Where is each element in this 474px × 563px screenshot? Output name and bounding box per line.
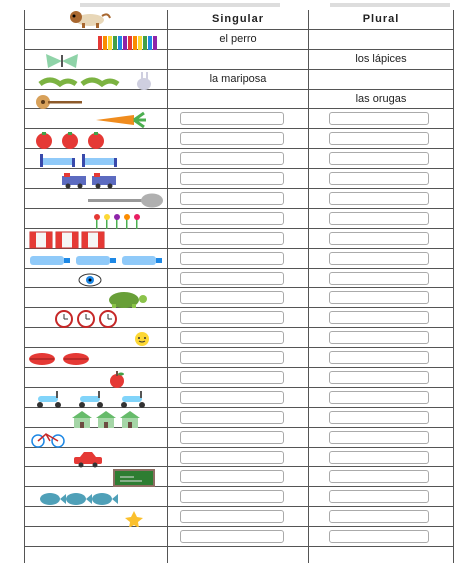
singular-answer-input[interactable] xyxy=(180,311,284,324)
top-strip xyxy=(0,0,474,10)
picture-cell xyxy=(24,408,167,427)
bicycle-icon xyxy=(30,430,66,446)
table-row xyxy=(24,408,454,428)
picture-cell xyxy=(24,388,167,407)
singular-cell xyxy=(168,209,308,228)
table-row xyxy=(24,487,454,507)
fishes-icon xyxy=(38,489,128,505)
singular-answer-input[interactable] xyxy=(180,232,284,245)
plural-answer-input[interactable] xyxy=(329,470,429,483)
plural-answer-input[interactable] xyxy=(329,212,429,225)
plural-answer-input[interactable] xyxy=(329,331,429,344)
singular-cell xyxy=(168,169,308,188)
plural-cell xyxy=(309,288,453,307)
singular-cell xyxy=(168,10,308,29)
star-icon xyxy=(122,509,146,525)
singular-cell xyxy=(168,90,308,109)
singular-cell xyxy=(168,527,308,546)
plural-cell xyxy=(309,30,453,49)
singular-cell xyxy=(168,70,308,89)
clocks-icon xyxy=(54,310,124,326)
plural-cell xyxy=(309,487,453,506)
plural-answer-input[interactable] xyxy=(329,510,429,523)
plural-answer-input[interactable] xyxy=(329,530,429,543)
plural-cell xyxy=(309,169,453,188)
plural-answer-input[interactable] xyxy=(329,192,429,205)
singular-cell xyxy=(168,487,308,506)
picture-cell xyxy=(24,10,167,29)
plural-answer-input[interactable] xyxy=(329,451,429,464)
singular-answer-input[interactable] xyxy=(180,212,284,225)
picture-cell xyxy=(24,229,167,248)
table-row xyxy=(24,169,454,189)
given-answer: las orugas xyxy=(355,92,407,105)
given-answer: la mariposa xyxy=(209,72,267,85)
picture-cell xyxy=(24,368,167,387)
plural-header: Plural xyxy=(362,13,400,25)
curtains-icon xyxy=(28,231,108,247)
singular-cell xyxy=(168,388,308,407)
picture-cell xyxy=(24,507,167,526)
table-row xyxy=(24,70,454,90)
pencils-icon xyxy=(98,32,158,48)
singular-answer-input[interactable] xyxy=(180,192,284,205)
picture-cell xyxy=(24,448,167,467)
tomatoes-icon xyxy=(34,131,108,147)
plural-answer-input[interactable] xyxy=(329,411,429,424)
table-row xyxy=(24,288,454,308)
carrot-icon xyxy=(94,111,150,127)
car-icon xyxy=(70,450,106,466)
guitar-icon xyxy=(34,92,84,108)
plural-cell xyxy=(309,189,453,208)
plural-cell xyxy=(309,308,453,327)
turtle-icon xyxy=(102,290,152,306)
singular-cell xyxy=(168,507,308,526)
picture-cell xyxy=(24,428,167,447)
picture-cell xyxy=(24,209,167,228)
singular-answer-input[interactable] xyxy=(180,530,284,543)
singular-answer-input[interactable] xyxy=(180,112,284,125)
picture-cell xyxy=(24,169,167,188)
plural-cell xyxy=(309,269,453,288)
table-row xyxy=(24,109,454,129)
table-row xyxy=(24,467,454,487)
given-answer: el perro xyxy=(219,32,257,45)
table-row xyxy=(24,507,454,527)
plural-cell xyxy=(309,328,453,347)
singular-answer-input[interactable] xyxy=(180,451,284,464)
flowers-icon xyxy=(90,211,146,227)
singular-cell xyxy=(168,308,308,327)
singular-cell xyxy=(168,109,308,128)
picture-cell xyxy=(24,308,167,327)
singular-answer-input[interactable] xyxy=(180,331,284,344)
table-row xyxy=(24,527,454,547)
eye-icon xyxy=(76,271,106,287)
picture-cell xyxy=(24,70,167,89)
header-row xyxy=(24,10,454,30)
singular-cell xyxy=(168,249,308,268)
plural-answer-input[interactable] xyxy=(329,252,429,265)
plural-answer-input[interactable] xyxy=(329,391,429,404)
singular-answer-input[interactable] xyxy=(180,172,284,185)
singular-answer-input[interactable] xyxy=(180,510,284,523)
plural-cell xyxy=(309,408,453,427)
singular-cell xyxy=(168,448,308,467)
plural-answer-input[interactable] xyxy=(329,172,429,185)
picture-cell xyxy=(24,288,167,307)
table-row xyxy=(24,50,454,70)
bottles-icon xyxy=(26,251,166,267)
apple-icon xyxy=(104,370,130,386)
plural-cell xyxy=(309,129,453,148)
plural-answer-input[interactable] xyxy=(329,272,429,285)
singular-answer-input[interactable] xyxy=(180,152,284,165)
plural-cell xyxy=(309,90,453,109)
table-row xyxy=(24,269,454,289)
picture-cell xyxy=(24,328,167,347)
singular-answer-input[interactable] xyxy=(180,411,284,424)
table-row xyxy=(24,368,454,388)
singular-cell xyxy=(168,428,308,447)
table-row xyxy=(24,308,454,328)
plural-cell xyxy=(309,448,453,467)
plural-cell xyxy=(309,70,453,89)
plural-cell xyxy=(309,249,453,268)
singular-cell xyxy=(168,328,308,347)
plural-answer-input[interactable] xyxy=(329,431,429,444)
plural-answer-input[interactable] xyxy=(329,112,429,125)
table-row xyxy=(24,428,454,448)
picture-cell xyxy=(24,467,167,486)
table-row xyxy=(24,129,454,149)
table-row xyxy=(24,209,454,229)
given-answer: los lápices xyxy=(355,52,407,65)
plural-cell xyxy=(309,109,453,128)
picture-cell xyxy=(24,30,167,49)
singular-cell xyxy=(168,189,308,208)
singular-answer-input[interactable] xyxy=(180,490,284,503)
plural-cell xyxy=(309,149,453,168)
plural-cell xyxy=(309,50,453,69)
singular-cell xyxy=(168,129,308,148)
singular-answer-input[interactable] xyxy=(180,291,284,304)
plural-cell xyxy=(309,507,453,526)
table-row xyxy=(24,348,454,368)
plural-answer-input[interactable] xyxy=(329,371,429,384)
singular-answer-input[interactable] xyxy=(180,371,284,384)
table-row xyxy=(24,189,454,209)
plural-cell xyxy=(309,388,453,407)
picture-cell xyxy=(24,348,167,367)
picture-cell xyxy=(24,149,167,168)
picture-cell xyxy=(24,527,167,546)
plural-answer-input[interactable] xyxy=(329,351,429,364)
picture-cell xyxy=(24,109,167,128)
picture-cell xyxy=(24,90,167,109)
singular-answer-input[interactable] xyxy=(180,391,284,404)
plural-answer-input[interactable] xyxy=(329,132,429,145)
picture-cell xyxy=(24,487,167,506)
scooters-icon xyxy=(32,390,162,406)
singular-cell xyxy=(168,467,308,486)
singular-cell xyxy=(168,30,308,49)
singular-cell xyxy=(168,229,308,248)
plural-cell xyxy=(309,348,453,367)
plural-answer-input[interactable] xyxy=(329,291,429,304)
singular-answer-input[interactable] xyxy=(180,431,284,444)
table-row xyxy=(24,388,454,408)
plural-cell xyxy=(309,10,453,29)
worksheet-table xyxy=(24,10,454,547)
table-row xyxy=(24,149,454,169)
beds-icon xyxy=(38,151,118,167)
lips-icon xyxy=(28,350,98,366)
plural-answer-input[interactable] xyxy=(329,152,429,165)
table-row xyxy=(24,249,454,269)
plural-cell xyxy=(309,229,453,248)
table-row xyxy=(24,30,454,50)
table-row xyxy=(24,448,454,468)
picture-cell xyxy=(24,249,167,268)
plural-cell xyxy=(309,209,453,228)
singular-cell xyxy=(168,149,308,168)
singular-answer-input[interactable] xyxy=(180,470,284,483)
singular-header: Singular xyxy=(211,13,264,25)
plural-cell xyxy=(309,467,453,486)
chalkboard-icon xyxy=(112,469,156,485)
singular-cell xyxy=(168,269,308,288)
plural-answer-input[interactable] xyxy=(329,490,429,503)
singular-cell xyxy=(168,288,308,307)
picture-cell xyxy=(24,189,167,208)
dog-icon xyxy=(64,10,114,26)
plural-answer-input[interactable] xyxy=(329,311,429,324)
picture-cell xyxy=(24,269,167,288)
butterfly-icon xyxy=(42,52,82,68)
trains-icon xyxy=(60,171,120,187)
singular-cell xyxy=(168,408,308,427)
sun-icon xyxy=(122,330,162,346)
picture-cell xyxy=(24,129,167,148)
plural-cell xyxy=(309,527,453,546)
table-row xyxy=(24,90,454,110)
singular-cell xyxy=(168,348,308,367)
caterpillars-rabbit-icon xyxy=(38,72,158,88)
table-row xyxy=(24,229,454,249)
plural-answer-input[interactable] xyxy=(329,232,429,245)
singular-answer-input[interactable] xyxy=(180,132,284,145)
plural-cell xyxy=(309,428,453,447)
singular-answer-input[interactable] xyxy=(180,252,284,265)
table-row xyxy=(24,328,454,348)
houses-icon xyxy=(70,410,150,426)
spoon-icon xyxy=(86,191,166,207)
picture-cell xyxy=(24,50,167,69)
singular-cell xyxy=(168,50,308,69)
singular-answer-input[interactable] xyxy=(180,272,284,285)
singular-cell xyxy=(168,368,308,387)
plural-cell xyxy=(309,368,453,387)
singular-answer-input[interactable] xyxy=(180,351,284,364)
